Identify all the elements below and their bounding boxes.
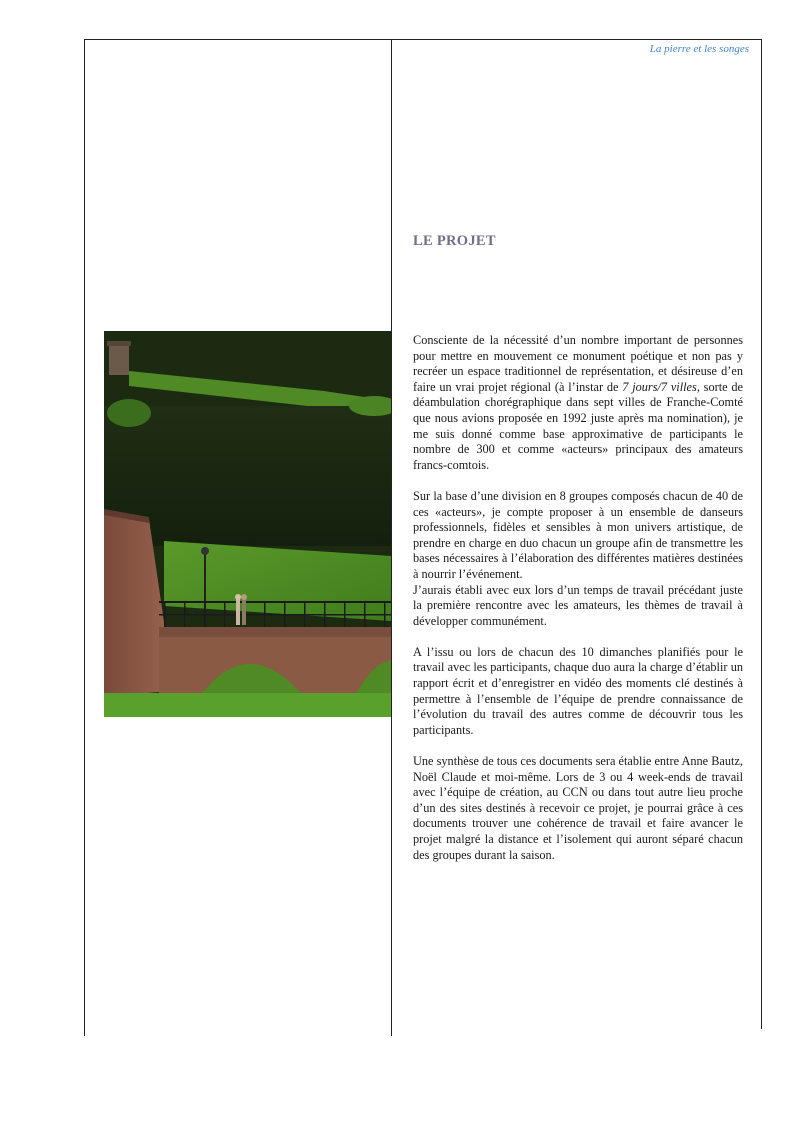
paragraph-2b xyxy=(413,583,743,630)
paragraph-1-italic-title: 7 jours/7 villes xyxy=(622,379,697,394)
frame-left-rule xyxy=(84,39,85,1036)
paragraph-4-text: Une synthèse de tous ces documents sera établie entre Anne Bautz, Noël Claude et moi-même. Lors de 3 ou 4 week-ends de travail avec l’équipe de création, au CCN ou dans tout autre lieu proche d’un des sites destinés à recevoir ce projet, je pourrai grâce à ces documents trouver une cohérence de travail et faire avancer le projet malgré la distance et l’isolement qui auront séparé chacun des groupes durant la saison. xyxy=(413,754,743,862)
paragraph-3 xyxy=(413,645,743,739)
paragraph-2-text: Sur la base d’une division en 8 groupes composés chacun de 40 de ces «acteurs», je compte proposer à un ensemble de danseurs professionnels, fidèles et sensibles à mon univers artistique, de prendre en charge en duo chacun un groupe afin de transmettre les bases nécessaires à l’élaboration des différentes matières destinées à nourrir l’événement. xyxy=(413,488,743,581)
paragraph-4 xyxy=(413,754,743,863)
paragraph-1-end: , sorte de déambulation chorégraphique dans sept villes de Franche-Comté que nous avions proposée en 1992 juste après ma nomination), je me suis donné comme base approximative de participants le nombre de 300 et comme «acteurs» principaux des amateurs francs-comtois. xyxy=(413,379,743,472)
citadel-photo xyxy=(104,331,391,717)
section-title: LE PROJET xyxy=(413,233,496,249)
paragraph-3-text: A l’issu ou lors de chacun des 10 dimanches planifiés pour le travail avec les participants, chaque duo aura la charge d’établir un rapport écrit et d’enregistrer en vidéo des moments clé destinés à permettre à l’ensemble de l’équipe de prendre connaissance de l’évolution du travail des autres comme de découvrir tous les participants. xyxy=(413,644,743,737)
frame-top-rule xyxy=(84,39,762,40)
paragraph-1-start: Consciente de la nécessité d’un nombre important de personnes pour mettre en mouvement ce monument poétique et non pas y recréer un espace traditionnel de représentation, et désireuse d’en faire un vrai projet régional (à l’instar de xyxy=(413,333,743,394)
body-text xyxy=(413,333,743,879)
paragraph-1 xyxy=(413,333,743,473)
frame-column-divider xyxy=(391,39,392,1036)
paragraph-2 xyxy=(413,489,743,583)
paragraph-2b-text: J’aurais établi avec eux lors d’un temps de travail précédant juste la première rencontre avec les amateurs, les thèmes de travail à développer communément. xyxy=(413,582,743,628)
running-head: La pierre et les songes xyxy=(649,43,749,55)
frame-right-rule xyxy=(761,39,762,1029)
